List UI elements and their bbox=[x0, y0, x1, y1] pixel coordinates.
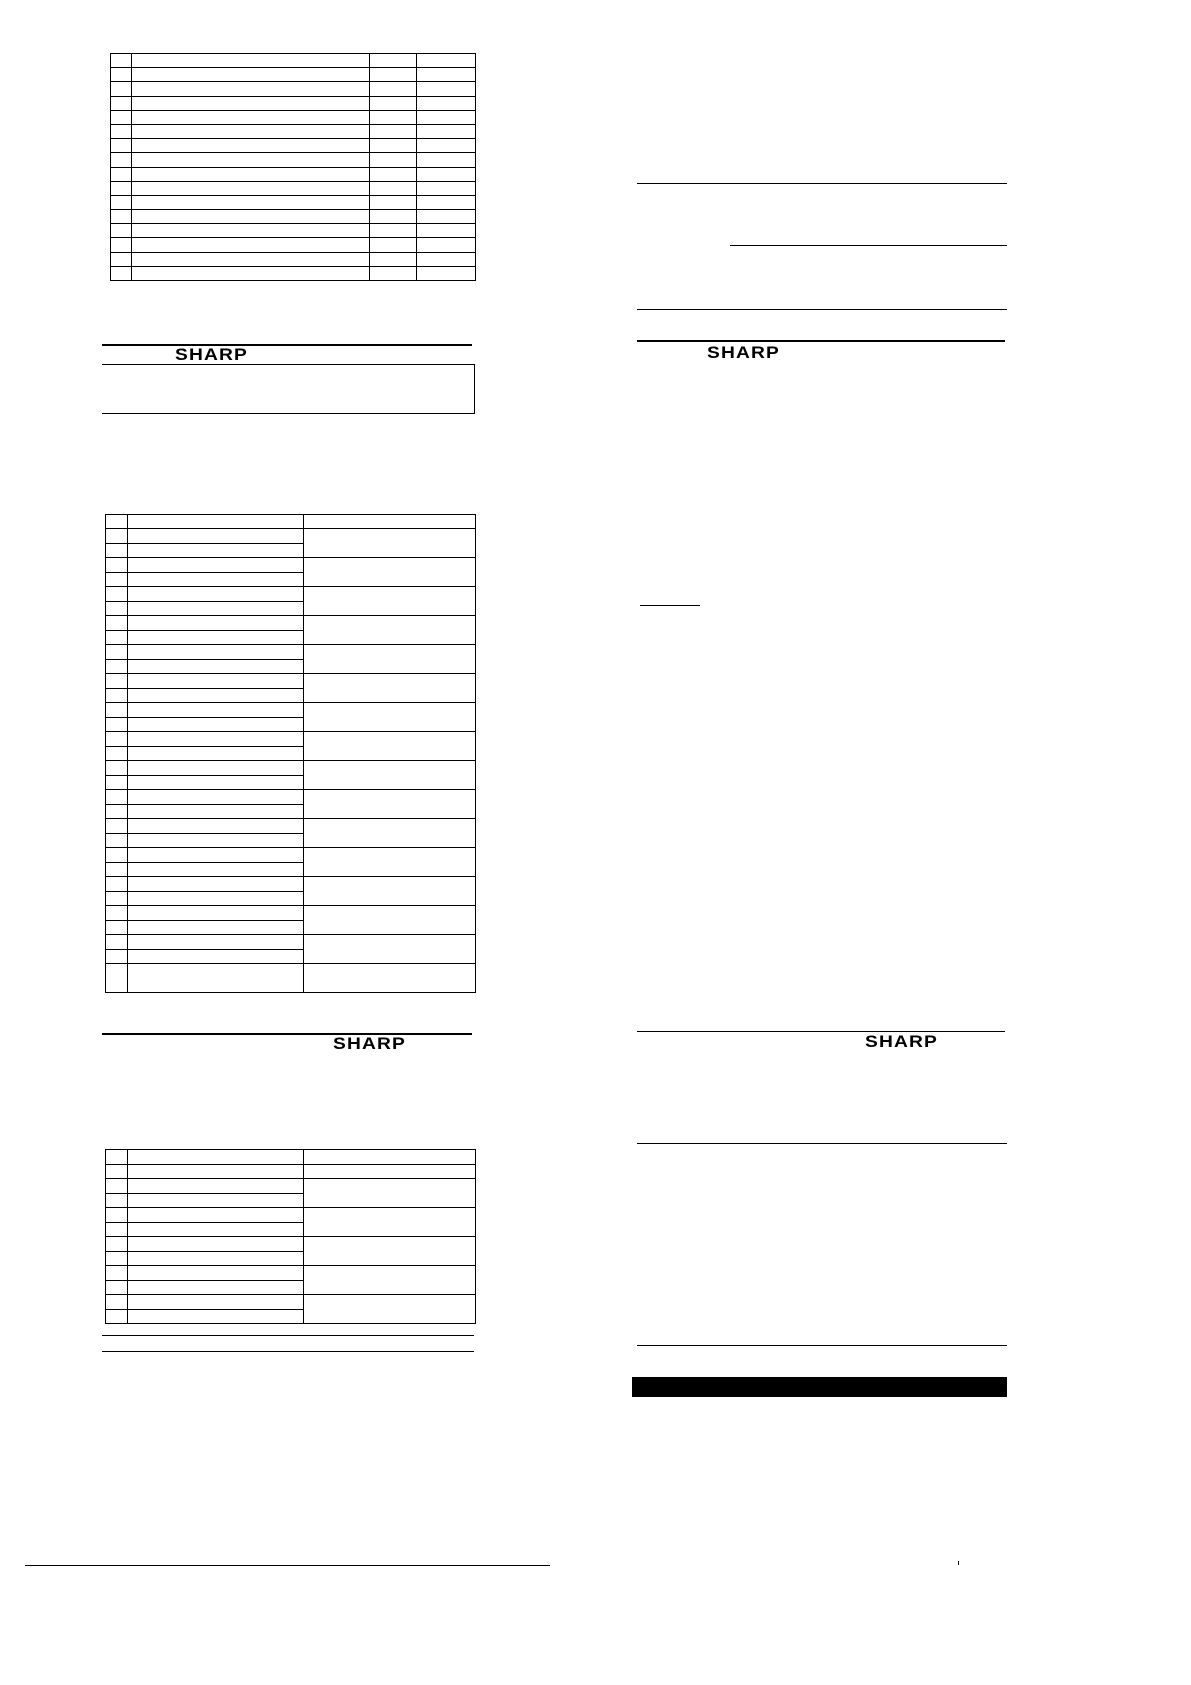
table-cell bbox=[417, 124, 476, 138]
table-cell bbox=[111, 238, 132, 252]
table-cell bbox=[106, 1309, 128, 1324]
table-cell bbox=[106, 703, 128, 718]
heading-underline bbox=[640, 605, 700, 606]
table-row bbox=[106, 964, 476, 993]
table-cell bbox=[111, 252, 132, 266]
table-cell bbox=[106, 630, 128, 645]
table-row bbox=[111, 153, 476, 167]
table-cell bbox=[417, 181, 476, 195]
table-cell bbox=[128, 1150, 304, 1165]
table-cell bbox=[106, 717, 128, 732]
table-cell bbox=[417, 167, 476, 181]
table-cell bbox=[111, 68, 132, 82]
table-row bbox=[106, 529, 476, 544]
table-cell bbox=[128, 848, 304, 863]
section-rule bbox=[637, 1031, 1005, 1032]
table-row bbox=[111, 82, 476, 96]
table-cell bbox=[128, 587, 304, 602]
table-row bbox=[106, 819, 476, 834]
table-cell bbox=[106, 688, 128, 703]
table-cell bbox=[106, 1193, 128, 1208]
table-cell bbox=[111, 167, 132, 181]
table-cell bbox=[304, 935, 476, 964]
table-cell bbox=[106, 1237, 128, 1252]
table-cell bbox=[304, 1150, 476, 1165]
table-cell bbox=[304, 616, 476, 645]
table-cell bbox=[106, 1266, 128, 1281]
table-row bbox=[111, 266, 476, 280]
table-cell bbox=[132, 124, 370, 138]
table-cell bbox=[304, 703, 476, 732]
table-cell bbox=[128, 920, 304, 935]
header-box bbox=[102, 364, 475, 414]
table-cell bbox=[417, 238, 476, 252]
table-cell bbox=[132, 181, 370, 195]
table-cell bbox=[111, 82, 132, 96]
table-cell bbox=[304, 558, 476, 587]
table-cell bbox=[106, 775, 128, 790]
table-row bbox=[111, 139, 476, 153]
table-cell bbox=[128, 572, 304, 587]
table-row bbox=[111, 238, 476, 252]
table-cell bbox=[304, 1208, 476, 1237]
table-cell bbox=[304, 906, 476, 935]
table-cell bbox=[128, 558, 304, 573]
table-row bbox=[111, 224, 476, 238]
table-cell bbox=[128, 1237, 304, 1252]
table-cell bbox=[106, 529, 128, 544]
table-cell bbox=[111, 266, 132, 280]
table-cell bbox=[128, 877, 304, 892]
table-cell bbox=[304, 964, 476, 993]
table-cell bbox=[128, 1208, 304, 1223]
table-cell bbox=[417, 195, 476, 209]
table-cell bbox=[128, 761, 304, 776]
table-cell bbox=[128, 1179, 304, 1194]
table-row bbox=[106, 674, 476, 689]
table-cell bbox=[132, 153, 370, 167]
table-cell bbox=[370, 68, 417, 82]
table-cell bbox=[106, 572, 128, 587]
table-cell bbox=[370, 124, 417, 138]
table-cell bbox=[417, 139, 476, 153]
table-cell bbox=[128, 804, 304, 819]
table-cell bbox=[128, 529, 304, 544]
table-row bbox=[106, 877, 476, 892]
table-cell bbox=[132, 110, 370, 124]
table-cell bbox=[128, 891, 304, 906]
table-cell bbox=[111, 195, 132, 209]
sharp-logo: SHARP bbox=[865, 1032, 938, 1051]
table-row bbox=[111, 96, 476, 110]
table-cell bbox=[106, 964, 128, 993]
table-cell bbox=[304, 877, 476, 906]
table-cell bbox=[417, 82, 476, 96]
table-cell bbox=[370, 139, 417, 153]
table-row bbox=[106, 616, 476, 631]
table-cell bbox=[304, 790, 476, 819]
table-cell bbox=[132, 167, 370, 181]
section-rule bbox=[102, 344, 472, 346]
table-cell bbox=[132, 210, 370, 224]
table-cell bbox=[128, 601, 304, 616]
table-cell bbox=[417, 210, 476, 224]
table-cell bbox=[128, 1251, 304, 1266]
table-cell bbox=[370, 96, 417, 110]
table-cell bbox=[106, 543, 128, 558]
sharp-logo: SHARP bbox=[175, 345, 248, 364]
table-cell bbox=[111, 110, 132, 124]
table-cell bbox=[132, 68, 370, 82]
table-cell bbox=[111, 224, 132, 238]
table-cell bbox=[304, 515, 476, 529]
table-cell bbox=[106, 862, 128, 877]
table-cell bbox=[370, 82, 417, 96]
parts-table-middle bbox=[105, 514, 476, 993]
table-cell bbox=[106, 1208, 128, 1223]
table-row bbox=[106, 1150, 476, 1165]
table-cell bbox=[128, 819, 304, 834]
table-cell bbox=[304, 732, 476, 761]
section-divider bbox=[637, 1143, 1007, 1144]
table-cell bbox=[106, 833, 128, 848]
table-cell bbox=[128, 645, 304, 660]
table-cell bbox=[417, 68, 476, 82]
table-cell bbox=[417, 153, 476, 167]
table-cell bbox=[106, 1222, 128, 1237]
table-cell bbox=[128, 1309, 304, 1324]
table-cell bbox=[106, 906, 128, 921]
table-row bbox=[106, 645, 476, 660]
table-row bbox=[106, 906, 476, 921]
table-cell bbox=[128, 935, 304, 950]
table-cell bbox=[106, 515, 128, 529]
table-cell bbox=[370, 266, 417, 280]
table-row bbox=[106, 790, 476, 805]
table-row bbox=[106, 732, 476, 747]
table-cell bbox=[106, 1251, 128, 1266]
table-row bbox=[106, 1237, 476, 1252]
table-cell bbox=[128, 674, 304, 689]
table-cell bbox=[128, 949, 304, 964]
table-cell bbox=[106, 877, 128, 892]
table-cell bbox=[417, 96, 476, 110]
table-cell bbox=[304, 645, 476, 674]
table-cell bbox=[111, 96, 132, 110]
table-row bbox=[106, 848, 476, 863]
table-cell bbox=[128, 515, 304, 529]
table-row bbox=[106, 515, 476, 529]
table-cell bbox=[128, 1164, 304, 1179]
table-cell bbox=[128, 543, 304, 558]
table-cell bbox=[128, 659, 304, 674]
table-cell bbox=[106, 804, 128, 819]
table-cell bbox=[370, 167, 417, 181]
table-row bbox=[111, 124, 476, 138]
section-divider bbox=[637, 1345, 1007, 1346]
table-cell bbox=[106, 645, 128, 660]
table-cell bbox=[132, 96, 370, 110]
table-cell bbox=[132, 238, 370, 252]
table-cell bbox=[111, 153, 132, 167]
table-cell bbox=[132, 82, 370, 96]
table-row bbox=[111, 195, 476, 209]
table-cell bbox=[128, 833, 304, 848]
table-cell bbox=[370, 210, 417, 224]
signature-line bbox=[730, 245, 1007, 246]
table-cell bbox=[106, 761, 128, 776]
table-row bbox=[106, 1179, 476, 1194]
table-cell bbox=[304, 529, 476, 558]
table-cell bbox=[132, 54, 370, 68]
table-cell bbox=[304, 848, 476, 877]
table-row bbox=[111, 167, 476, 181]
table-cell bbox=[128, 906, 304, 921]
section-divider bbox=[102, 1335, 474, 1336]
table-cell bbox=[128, 732, 304, 747]
section-rule bbox=[637, 340, 1005, 342]
table-row bbox=[106, 1164, 476, 1179]
table-cell bbox=[304, 1266, 476, 1295]
table-cell bbox=[106, 819, 128, 834]
table-cell bbox=[111, 181, 132, 195]
table-cell bbox=[128, 775, 304, 790]
table-cell bbox=[132, 139, 370, 153]
page-footer-rule bbox=[25, 1565, 550, 1566]
table-cell bbox=[111, 210, 132, 224]
table-cell bbox=[128, 1266, 304, 1281]
table-cell bbox=[370, 195, 417, 209]
table-cell bbox=[128, 1193, 304, 1208]
table-cell bbox=[128, 964, 304, 993]
table-cell bbox=[370, 252, 417, 266]
table-cell bbox=[417, 110, 476, 124]
table-cell bbox=[304, 1179, 476, 1208]
table-row bbox=[111, 252, 476, 266]
table-cell bbox=[106, 587, 128, 602]
table-cell bbox=[106, 949, 128, 964]
table-row bbox=[111, 210, 476, 224]
table-cell bbox=[106, 659, 128, 674]
table-cell bbox=[111, 139, 132, 153]
table-row bbox=[106, 761, 476, 776]
table-cell bbox=[106, 1295, 128, 1310]
table-cell bbox=[304, 1237, 476, 1266]
table-cell bbox=[106, 1164, 128, 1179]
section-divider bbox=[102, 1351, 474, 1352]
table-cell bbox=[128, 790, 304, 805]
table-cell bbox=[106, 1179, 128, 1194]
table-cell bbox=[132, 195, 370, 209]
table-row bbox=[111, 181, 476, 195]
table-cell bbox=[370, 54, 417, 68]
table-cell bbox=[132, 224, 370, 238]
table-cell bbox=[304, 819, 476, 848]
table-cell bbox=[106, 746, 128, 761]
table-cell bbox=[304, 674, 476, 703]
table-cell bbox=[370, 238, 417, 252]
table-cell bbox=[304, 587, 476, 616]
parts-table-top bbox=[110, 53, 476, 281]
table-cell bbox=[106, 848, 128, 863]
section-divider bbox=[637, 183, 1007, 184]
table-row bbox=[111, 68, 476, 82]
table-row bbox=[106, 1208, 476, 1223]
table-cell bbox=[417, 54, 476, 68]
table-row bbox=[106, 703, 476, 718]
table-row bbox=[106, 935, 476, 950]
table-row bbox=[111, 110, 476, 124]
table-cell bbox=[106, 920, 128, 935]
table-cell bbox=[106, 558, 128, 573]
section-rule bbox=[102, 1033, 472, 1035]
table-cell bbox=[128, 616, 304, 631]
table-cell bbox=[128, 1280, 304, 1295]
table-cell bbox=[417, 224, 476, 238]
table-cell bbox=[106, 616, 128, 631]
table-cell bbox=[128, 717, 304, 732]
table-cell bbox=[128, 630, 304, 645]
table-cell bbox=[370, 110, 417, 124]
table-cell bbox=[111, 54, 132, 68]
table-cell bbox=[304, 1164, 476, 1179]
table-cell bbox=[128, 688, 304, 703]
table-cell bbox=[417, 266, 476, 280]
table-row bbox=[106, 558, 476, 573]
table-cell bbox=[128, 862, 304, 877]
table-cell bbox=[111, 124, 132, 138]
table-row bbox=[106, 587, 476, 602]
table-cell bbox=[106, 1280, 128, 1295]
table-cell bbox=[106, 891, 128, 906]
table-cell bbox=[128, 1295, 304, 1310]
sharp-logo: SHARP bbox=[333, 1034, 406, 1053]
table-row bbox=[106, 1266, 476, 1281]
sharp-logo: SHARP bbox=[707, 343, 780, 362]
parts-table-bottom bbox=[105, 1149, 476, 1324]
table-cell bbox=[106, 1150, 128, 1165]
table-cell bbox=[128, 703, 304, 718]
footer-mark bbox=[958, 1561, 959, 1565]
table-cell bbox=[417, 252, 476, 266]
table-cell bbox=[370, 224, 417, 238]
table-cell bbox=[106, 601, 128, 616]
table-cell bbox=[304, 1295, 476, 1324]
table-cell bbox=[132, 252, 370, 266]
table-cell bbox=[128, 1222, 304, 1237]
table-cell bbox=[106, 935, 128, 950]
table-row bbox=[111, 54, 476, 68]
table-cell bbox=[106, 732, 128, 747]
table-cell bbox=[370, 181, 417, 195]
table-cell bbox=[304, 761, 476, 790]
section-divider bbox=[637, 309, 1007, 310]
table-cell bbox=[106, 674, 128, 689]
table-cell bbox=[132, 266, 370, 280]
table-cell bbox=[128, 746, 304, 761]
table-cell bbox=[370, 153, 417, 167]
black-bar bbox=[632, 1377, 1007, 1397]
table-cell bbox=[106, 790, 128, 805]
table-row bbox=[106, 1295, 476, 1310]
